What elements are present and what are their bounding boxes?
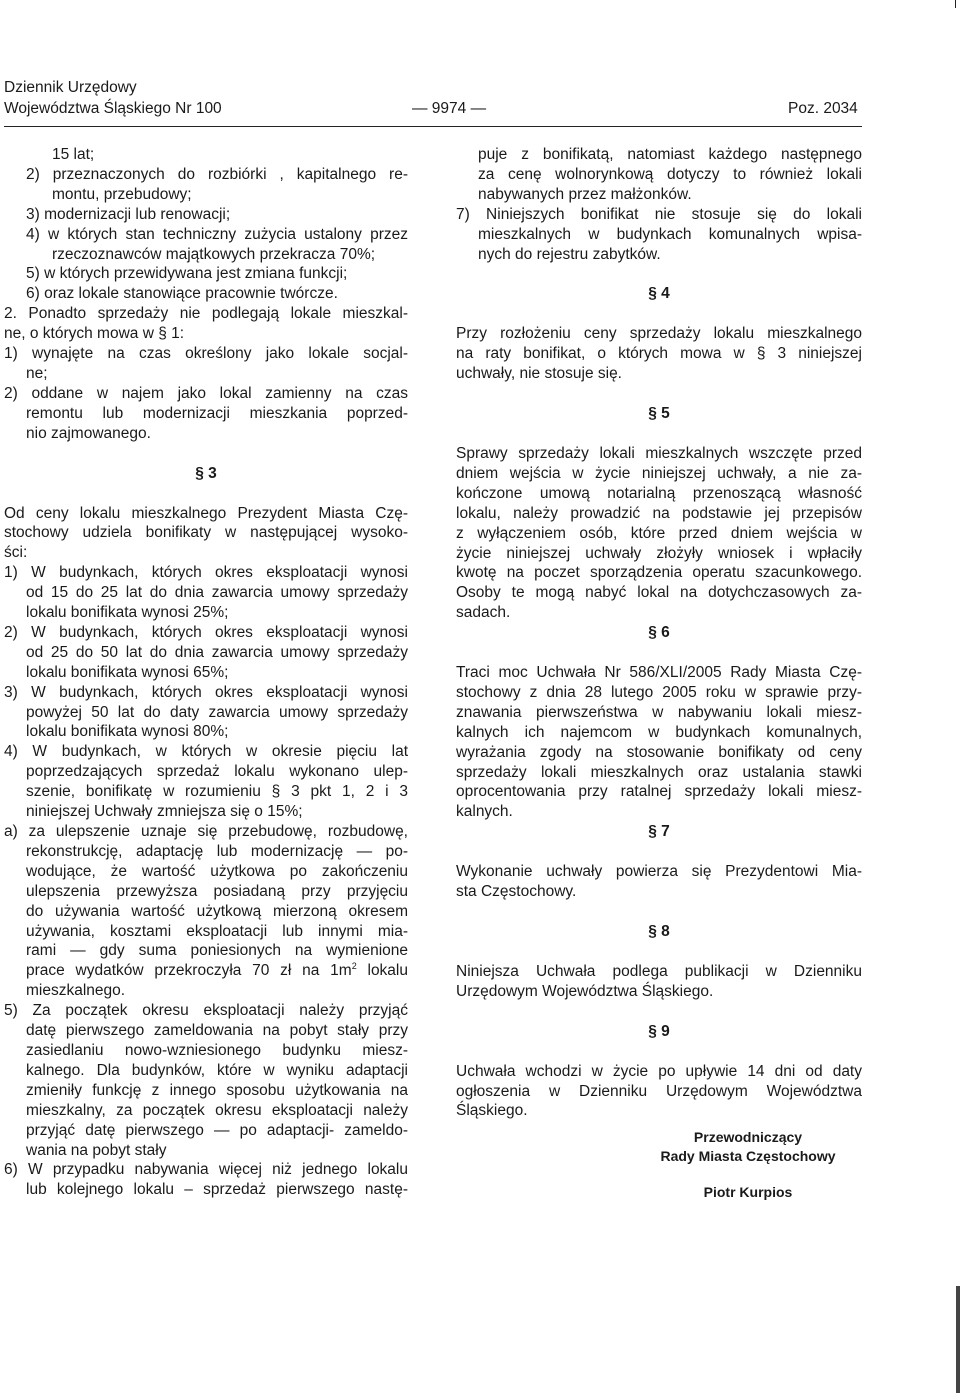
spacer — [456, 264, 862, 284]
text-line — [456, 663, 862, 683]
text-line — [456, 723, 862, 743]
line-text: Śląskiego. — [456, 1102, 528, 1120]
text-line — [4, 981, 408, 1001]
text-line — [4, 902, 408, 922]
text-line — [456, 782, 862, 802]
line-text: ści: — [4, 544, 28, 562]
line-text: stochowy udziela bonifikaty w następującej wysoko- — [4, 524, 408, 542]
line-text: uchwały, nie stosuje się. — [456, 365, 622, 383]
text-line — [4, 145, 408, 165]
text-line — [456, 862, 862, 882]
line-text: remontu lub modernizacji mieszkania poprzed- — [26, 404, 408, 422]
text-line — [4, 802, 408, 822]
spacer — [4, 484, 408, 504]
line-text: § 9 — [648, 1022, 670, 1040]
spacer — [456, 304, 862, 324]
header-rule — [4, 126, 862, 127]
section-heading — [456, 623, 862, 643]
text-line — [4, 862, 408, 882]
line-text: prace wydatków przekroczyła 70 zł na 1m — [26, 962, 352, 980]
line-text: § 7 — [648, 823, 670, 841]
line-text: 5) w których przewidywana jest zmiana funkcji; — [26, 265, 348, 283]
line-text: 4) W budynkach, w których w okresie pięciu lat — [4, 743, 408, 761]
line-text: lokalu, należy prowadzić na podstawie jej przepisów — [456, 504, 862, 522]
text-line — [456, 1062, 862, 1082]
text-line — [456, 205, 862, 225]
text-line — [456, 1082, 862, 1102]
line-text: § 6 — [648, 624, 670, 642]
text-line — [4, 603, 408, 623]
text-line — [456, 962, 862, 982]
left-column — [4, 145, 408, 1200]
line-text: kończone umową notarialną przenoszącą własność — [456, 484, 862, 502]
line-text: lub kolejnego lokalu – sprzedaż pierwszego nastę- — [26, 1181, 408, 1199]
spacer — [456, 842, 862, 862]
text-line — [456, 484, 862, 504]
text-line — [4, 1061, 408, 1081]
line-text: ne, o których mowa w § 1: — [4, 325, 185, 343]
text-line — [4, 264, 408, 284]
position-number: Poz. 2034 — [788, 100, 858, 117]
line-text: powyżej 50 lat do daty zawarcia umowy sprzedaży — [26, 703, 408, 721]
line-text: zasiedlaniu nowo-wzniesionego budynku miesz- — [26, 1041, 408, 1059]
line-text: § 3 — [195, 464, 217, 482]
line-text: nych do rejestru zabytków. — [478, 245, 661, 263]
section-heading — [456, 922, 862, 942]
line-text: Sprawy sprzedaży lokali mieszkalnych wszczęte przed — [456, 444, 862, 462]
text-line — [4, 504, 408, 524]
section-heading — [456, 284, 862, 304]
line-text: Od ceny lokalu mieszkalnego Prezydent Miasta Czę- — [4, 504, 408, 522]
text-line — [4, 424, 408, 444]
line-text: 1) W budynkach, których okres eksploatacji wynosi — [4, 564, 408, 582]
spacer — [456, 1002, 862, 1022]
line-text: Niniejsza Uchwała podlega publikacji w Dzienniku — [456, 962, 862, 980]
line-text: Urzędowym Województwa Śląskiego. — [456, 982, 714, 1000]
text-line — [4, 1180, 408, 1200]
line-text: wania na pobyt stały — [26, 1141, 167, 1159]
line-text: kalnego. Dla budynków, które w wyniku adaptacji — [26, 1061, 408, 1079]
line-text: sta Częstochowy. — [456, 883, 577, 901]
line-text: mieszkalnych w budynkach komunalnych wpisa- — [478, 225, 862, 243]
line-text: rzeczoznawców majątkowych przekracza 70%; — [52, 245, 376, 263]
text-line — [4, 1041, 408, 1061]
text-line — [4, 941, 408, 961]
text-line — [4, 324, 408, 344]
line-text: 4) w których stan techniczny zużycia ustalony przez — [26, 225, 408, 243]
line-text: kalnych ich najemcom w budynkach komunalnych, — [456, 723, 862, 741]
text-line — [4, 404, 408, 424]
line-text: ulepszenia przewyższa posiadaną przy przyjęciu — [26, 882, 408, 900]
line-text: 2) W budynkach, których okres eksploatacji wynosi — [4, 623, 408, 641]
scan-edge — [956, 1286, 960, 1393]
line-text: rekonstrukcję, adaptację lub modernizację — po- — [26, 842, 408, 860]
text-line — [456, 802, 862, 822]
section-heading — [456, 1022, 862, 1042]
text-line — [456, 544, 862, 564]
text-line — [456, 603, 862, 623]
text-line — [456, 743, 862, 763]
text-line — [456, 563, 862, 583]
text-line — [4, 344, 408, 364]
line-text: 2. Ponadto sprzedaży nie podlegają lokale mieszkal- — [4, 305, 408, 323]
line-text: sprzedaży lokali mieszkalnych oraz ustalania stawki — [456, 763, 862, 781]
line-text: niniejszej Uchwały zmniejsza się o 15%; — [26, 803, 303, 821]
text-line — [456, 444, 862, 464]
line-text-continued: lokalu — [356, 962, 408, 980]
text-line — [456, 344, 862, 364]
section-heading — [4, 464, 408, 484]
text-line — [4, 205, 408, 225]
line-text: rami — gdy suma poniesionych na wymienione — [26, 942, 408, 960]
text-line — [456, 225, 862, 245]
text-line — [4, 722, 408, 742]
text-line — [4, 523, 408, 543]
section-heading — [456, 822, 862, 842]
line-text: ne; — [26, 364, 48, 382]
text-line — [4, 623, 408, 643]
spacer — [456, 643, 862, 663]
text-line — [4, 284, 408, 304]
text-line — [4, 185, 408, 205]
signature-body: Rady Miasta Częstochowy — [660, 1148, 836, 1164]
text-line — [4, 384, 408, 404]
text-line — [4, 961, 408, 981]
text-line — [4, 245, 408, 265]
text-line — [4, 643, 408, 663]
line-text: przyjąć datę pierwszego — po adaptacji- zameldo- — [26, 1121, 408, 1139]
line-text: 15 lat; — [52, 146, 95, 163]
text-line — [456, 524, 862, 544]
journal-volume: Województwa Śląskiego Nr 100 — [4, 100, 222, 117]
line-text: stochowy z dnia 28 lutego 2005 roku w sprawie przy- — [456, 683, 862, 701]
text-line — [4, 842, 408, 862]
text-line — [456, 882, 862, 902]
text-line — [4, 304, 408, 324]
text-line — [456, 583, 862, 603]
line-text: z wyłączeniem osób, które przed dniem wejścia w — [456, 524, 862, 542]
line-text: nabywanych przez małżonków. — [478, 185, 692, 203]
text-line — [456, 364, 862, 384]
line-text: Uchwała wchodzi w życie po upływie 14 dni od daty — [456, 1062, 862, 1080]
journal-title: Dziennik Urzędowy — [4, 79, 137, 96]
line-text: używania, kosztami eksploatacji lub innymi mia- — [26, 922, 408, 940]
line-text: 3) modernizacji lub renowacji; — [26, 205, 231, 223]
line-text: 3) W budynkach, których okres eksploatacji wynosi — [4, 683, 408, 701]
line-text: do używania wartość użytkową mierzoną okresem — [26, 902, 408, 920]
text-line — [4, 225, 408, 245]
text-line — [4, 782, 408, 802]
text-line — [456, 703, 862, 723]
page-corner-mark — [955, 0, 960, 8]
superscript: 2 — [351, 961, 357, 972]
spacer — [456, 1042, 862, 1062]
spacer — [4, 444, 408, 464]
text-line — [456, 763, 862, 783]
text-line — [4, 1021, 408, 1041]
text-line — [4, 1081, 408, 1101]
text-line — [4, 364, 408, 384]
text-line — [4, 563, 408, 583]
line-text: lokalu bonifikata wynosi 25%; — [26, 604, 229, 622]
line-text: oprocentowania przy ratalnej sprzedaży lokali miesz- — [456, 783, 862, 801]
line-text: Wykonanie uchwały powierza się Prezydentowi Mia- — [456, 863, 862, 881]
spacer — [456, 942, 862, 962]
text-line — [4, 882, 408, 902]
text-line — [4, 1141, 408, 1161]
text-line — [4, 1101, 408, 1121]
line-text: § 4 — [648, 285, 670, 303]
line-text: 6) oraz lokale stanowiące pracownie twórcze. — [26, 285, 338, 303]
line-text: kwotę na poczet sporządzenia operatu szacunkowego. — [456, 564, 862, 582]
line-text: montu, przebudowy; — [52, 185, 192, 203]
line-text: a) za ulepszenie uznaje się przebudowę, rozbudowę, — [4, 823, 408, 840]
line-text: znawania pierwszeństwa w nabywaniu lokali miesz- — [456, 703, 862, 721]
line-text: lokalu bonifikata wynosi 65%; — [26, 663, 229, 681]
line-text: lokalu bonifikata wynosi 80%; — [26, 723, 229, 741]
text-line — [456, 982, 862, 1002]
line-text: 2) przeznaczonych do rozbiórki , kapitalnego re- — [26, 165, 408, 183]
line-text: mieszkalny, za początek okresu eksploatacji należy — [26, 1101, 408, 1119]
line-text: od 25 do 50 lat do dnia zawarcia umowy sprzedaży — [26, 643, 408, 661]
spacer — [456, 424, 862, 444]
text-line — [4, 742, 408, 762]
line-text: ogłoszenia w Dzienniku Urzędowym Województwa — [456, 1082, 862, 1100]
line-text: dniem wejścia w życie niniejszej uchwały, a nie za- — [456, 464, 862, 482]
line-text: kalnych. — [456, 803, 513, 821]
text-line — [4, 165, 408, 185]
line-text: Przy rozłożeniu ceny sprzedaży lokalu mieszkalnego — [456, 325, 862, 343]
spacer — [456, 384, 862, 404]
line-text: Osoby te mogą nabyć lokal na dotychczasowych za- — [456, 584, 862, 602]
line-text: za cenę wolnorynkową dotyczy to również lokali — [478, 165, 862, 183]
line-text: na raty bonifikat, o których mowa w § 3 niniejszej — [456, 345, 862, 363]
line-text: 1) wynajęte na czas określony jako lokale socjal- — [4, 345, 408, 363]
text-line — [4, 1121, 408, 1141]
text-line — [456, 464, 862, 484]
line-text: wyrażania zgody na stosowanie bonifikaty od ceny — [456, 743, 862, 761]
text-line — [456, 185, 862, 205]
text-line — [456, 504, 862, 524]
signature-block — [548, 1128, 948, 1202]
signature-name: Piotr Kurpios — [703, 1184, 793, 1200]
line-text: 6) W przypadku nabywania więcej niż jednego lokalu — [4, 1161, 408, 1179]
line-text: od 15 do 25 lat do dnia zawarcia umowy sprzedaży — [26, 584, 408, 602]
line-text: zmieniły funkcję z innego sposobu użytkowania na — [26, 1081, 408, 1099]
line-text: datę pierwszego zameldowania na pobyt stały przy — [26, 1022, 408, 1040]
text-line — [4, 663, 408, 683]
text-line — [456, 1101, 862, 1121]
line-text: szenie, bonifikatę w rozumieniu § 3 pkt 1, 2 i 3 — [26, 783, 408, 801]
line-text: nio zajmowanego. — [26, 424, 151, 442]
text-line — [4, 583, 408, 603]
text-line — [4, 1160, 408, 1180]
text-line — [4, 1001, 408, 1021]
section-heading — [456, 404, 862, 424]
text-line — [4, 703, 408, 723]
line-text: poprzedzających sprzedaż lokalu wykonano ulep- — [26, 763, 408, 781]
signature-role: Przewodniczący — [693, 1129, 803, 1145]
text-line — [4, 762, 408, 782]
text-line — [4, 922, 408, 942]
line-text: 7) Niniejszych bonifikat nie stosuje się do lokali — [456, 205, 862, 223]
line-text: wodujące, że wartość użytkowa po zakończeniu — [26, 862, 408, 880]
text-line — [4, 543, 408, 563]
text-line — [456, 145, 862, 165]
line-text: § 8 — [648, 923, 670, 940]
line-text: sadach. — [456, 604, 511, 622]
line-text: 5) Za początek okresu eksploatacji należy przyjąć — [4, 1002, 408, 1020]
line-text: puje z bonifikatą, natomiast każdego następnego — [478, 146, 862, 163]
page-number: — 9974 — — [412, 100, 487, 117]
text-line — [4, 683, 408, 703]
spacer — [456, 902, 862, 922]
line-text: 2) oddane w najem jako lokal zamienny na czas — [4, 384, 408, 402]
line-text: życie niniejszej uchwały złożyły wniosek i wpłaciły — [456, 544, 862, 562]
line-text: mieszkalnego. — [26, 982, 126, 1000]
text-line — [456, 165, 862, 185]
text-line — [4, 822, 408, 842]
right-column — [456, 145, 862, 1121]
text-line — [456, 245, 862, 265]
line-text: Traci moc Uchwała Nr 586/XLI/2005 Rady Miasta Czę- — [456, 664, 862, 682]
text-line — [456, 683, 862, 703]
text-line — [456, 324, 862, 344]
line-text: § 5 — [648, 405, 670, 423]
